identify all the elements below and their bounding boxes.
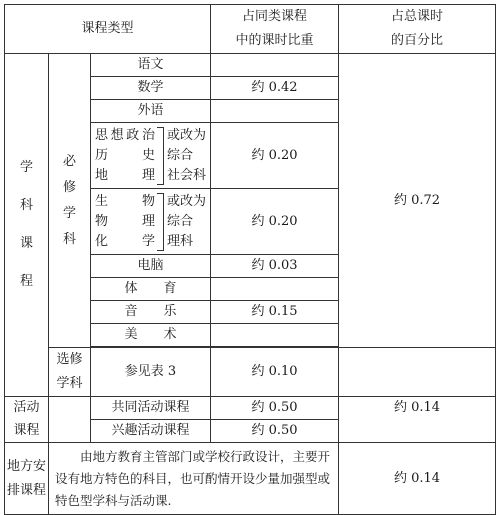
- ratio-waiyu: [211, 100, 339, 123]
- social-alt-2: 综合: [166, 147, 193, 163]
- percent-activity-value: 约 0.14: [393, 399, 441, 415]
- elective-ref: 参见表 3: [91, 348, 211, 397]
- science-alt-1: 或改为: [166, 193, 206, 209]
- row-yuwen: [5, 54, 496, 77]
- header-percent: [339, 5, 496, 54]
- required-char-4: 科: [62, 231, 76, 247]
- subject-social-group: [91, 123, 211, 189]
- ratio-tiyu: [211, 278, 339, 301]
- required-char-3: 学: [62, 205, 76, 221]
- percent-subject-blank-top: [339, 54, 496, 348]
- ratio-meishu: [211, 324, 339, 347]
- row-activity-common: [5, 397, 496, 420]
- curriculum-table-container: [4, 4, 496, 515]
- social-subject-1: 思想政治: [94, 127, 155, 143]
- bracket-icon: [157, 193, 164, 251]
- science-subject-1: 生 物: [94, 193, 155, 209]
- ratio-arts: 约 0.15: [211, 301, 339, 324]
- row-elective: [5, 348, 496, 397]
- social-alt-1: 或改为: [166, 127, 206, 143]
- subject-char-4: 程: [19, 274, 33, 289]
- science-alt-2: 综合: [166, 213, 193, 229]
- subject-yuwen: 语文: [91, 54, 211, 77]
- ratio-diannao: 约 0.03: [211, 255, 339, 278]
- percent-elective-blank: [339, 348, 496, 397]
- percent-activity: [339, 397, 496, 443]
- required-char-1: 必: [62, 153, 76, 169]
- ratio-social: 约 0.20: [211, 123, 339, 189]
- social-alt-3: 社会科: [166, 167, 206, 183]
- social-subject-3: 地 理: [94, 167, 155, 183]
- subject-char-3: 课: [19, 236, 33, 251]
- activity-label-2: 课程: [5, 420, 49, 443]
- science-alt-3: 理科: [166, 233, 193, 249]
- subject-course-label: [5, 54, 49, 397]
- subject-science-group: [91, 189, 211, 255]
- subject-char-1: 学: [19, 160, 33, 175]
- subject-char-2: 科: [19, 198, 33, 213]
- ratio-science: 约 0.20: [211, 189, 339, 255]
- activity-blank-2: [49, 420, 91, 443]
- header-percent-line2: 的百分比: [390, 33, 443, 48]
- activity-label-1: 活动: [5, 397, 49, 420]
- science-subject-3: 化 学: [94, 233, 155, 249]
- ratio-activity-interest: 约 0.50: [211, 420, 339, 443]
- ratio-activity-common: 约 0.50: [211, 397, 339, 420]
- percent-xueke: 约 0.72: [393, 192, 441, 208]
- header-ratio: [211, 5, 339, 54]
- social-subject-2: 历 史: [94, 147, 155, 163]
- percent-local: 约 0.14: [339, 443, 496, 515]
- elective-label: [49, 348, 91, 397]
- subject-tiyu: 体 育: [91, 278, 211, 301]
- curriculum-table: [4, 4, 496, 515]
- ratio-yuwen: [211, 54, 339, 77]
- subject-waiyu: 外语: [91, 100, 211, 123]
- elective-line2: 学科: [56, 376, 83, 391]
- activity-blank-1: [49, 397, 91, 420]
- local-label: [5, 443, 49, 515]
- header-ratio-line1: 占同类课程: [241, 9, 307, 24]
- science-subject-2: 物 理: [94, 213, 155, 229]
- local-label-2: 排课程: [6, 482, 46, 498]
- activity-interest: 兴趣活动课程: [91, 420, 211, 443]
- ratio-language-math: 约 0.42: [211, 77, 339, 100]
- local-label-1: 地方安: [6, 458, 46, 474]
- row-local: [5, 443, 496, 515]
- activity-common: 共同活动课程: [91, 397, 211, 420]
- required-char-2: 修: [62, 179, 76, 195]
- header-course-type: 课程类型: [5, 5, 211, 54]
- local-description: 由地方教育主管部门或学校行政设计，主要开设有地方特色的科目，也可酌情开设少量加强型或特色型学科与活动课.: [49, 443, 339, 515]
- required-subject-label: [49, 54, 91, 348]
- elective-line1: 选修: [56, 352, 83, 367]
- header-row: [5, 5, 496, 54]
- bracket-icon: [157, 127, 164, 185]
- ratio-elective: 约 0.10: [211, 348, 339, 397]
- header-ratio-line2: 中的课时比重: [235, 33, 314, 48]
- subject-yinyue: 音 乐: [91, 301, 211, 324]
- subject-shuxue: 数学: [91, 77, 211, 100]
- subject-diannao: 电脑: [91, 255, 211, 278]
- subject-meishu: 美 术: [91, 324, 211, 347]
- header-percent-line1: 占总课时: [390, 9, 443, 24]
